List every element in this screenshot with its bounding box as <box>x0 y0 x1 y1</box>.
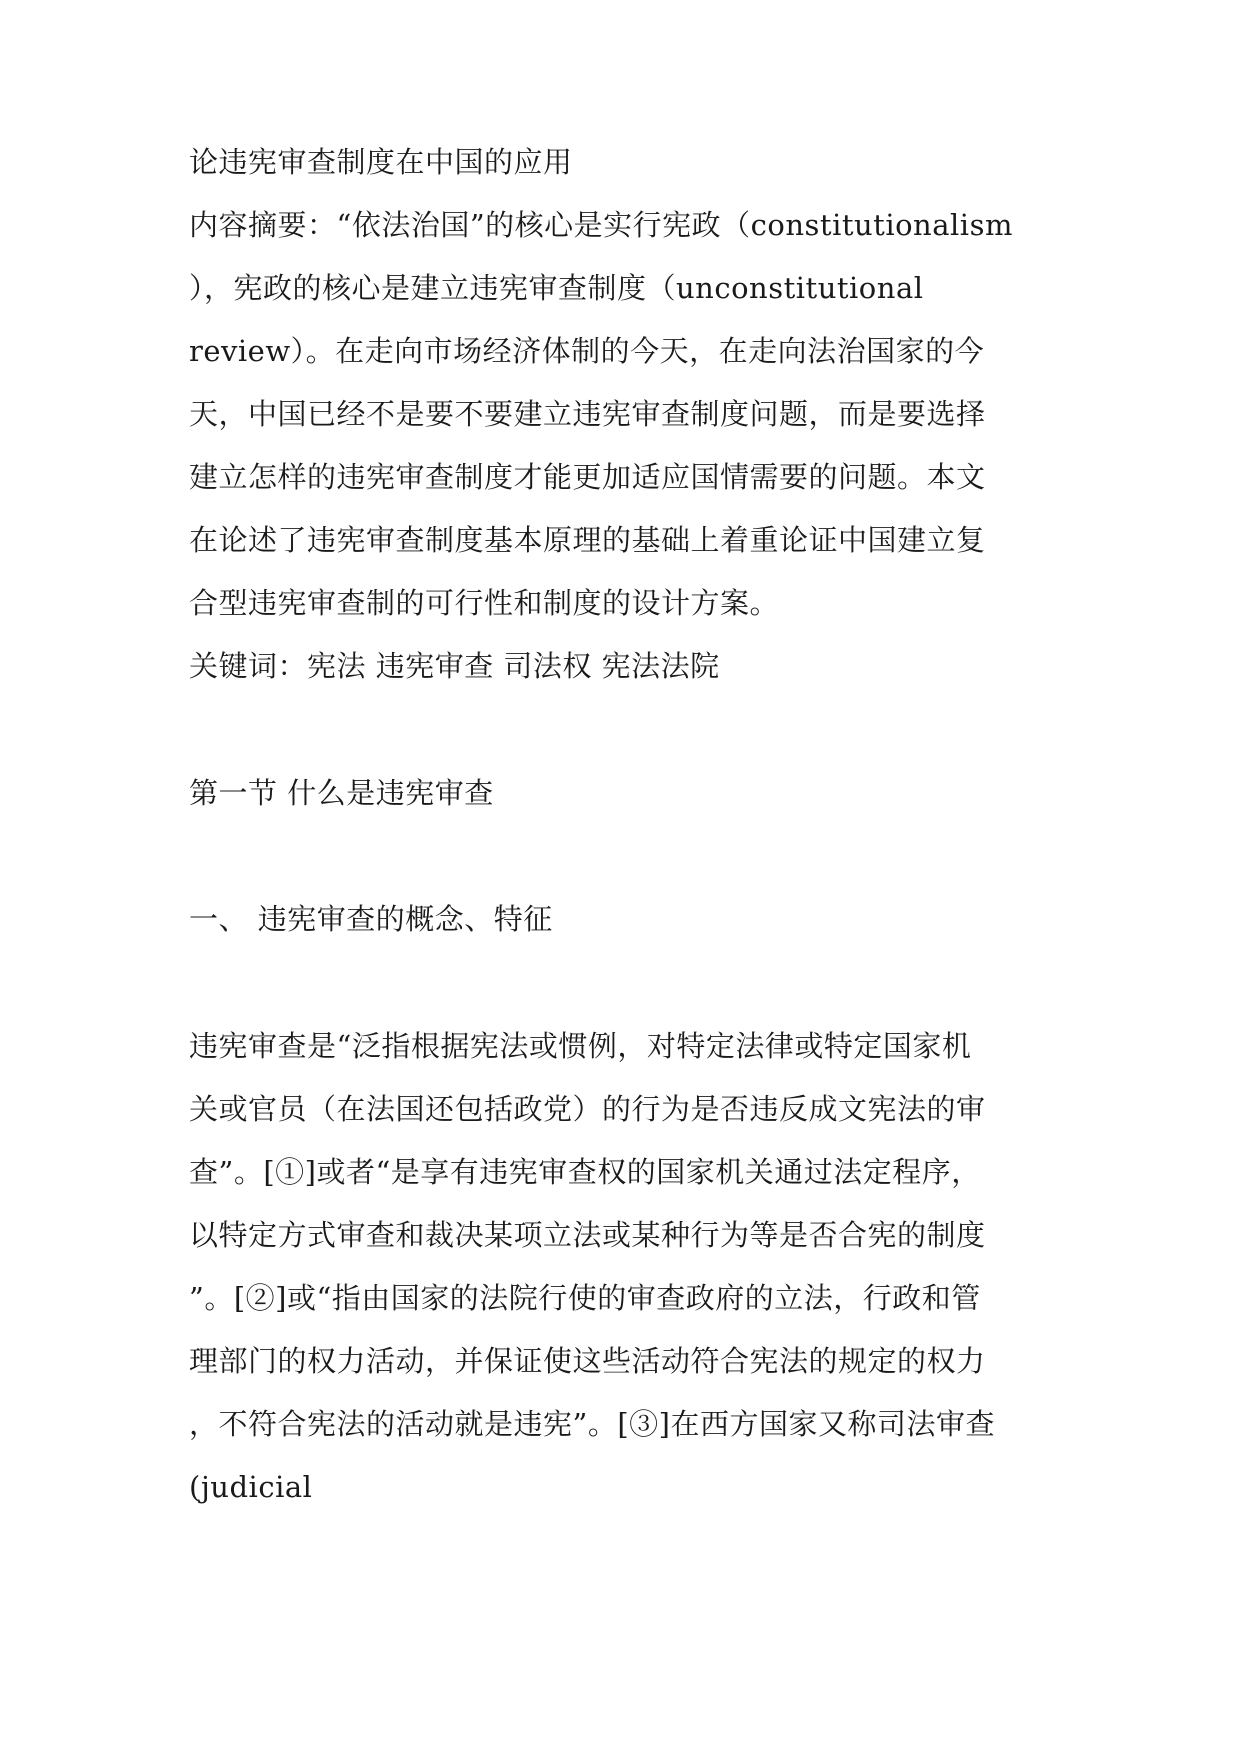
abstract-line-7: 合型违宪审查制的可行性和制度的设计方案。 <box>189 586 780 620</box>
abstract-line-3: review）。在走向市场经济体制的今天，在走向法治国家的今 <box>189 334 985 368</box>
abstract-line-5: 建立怎样的违宪审查制度才能更加适应国情需要的问题。本文 <box>189 460 986 494</box>
body-line-3: 查”。[①]或者“是享有违宪审查权的国家机关通过法定程序， <box>189 1155 981 1189</box>
body-line-2: 关或官员（在法国还包括政党）的行为是否违反成文宪法的审 <box>189 1092 986 1126</box>
body-line-5: ”。[②]或“指由国家的法院行使的审查政府的立法，行政和管 <box>189 1281 981 1315</box>
keywords-line: 关键词：宪法 违宪审查 司法权 宪法法院 <box>189 649 720 683</box>
body-line-8: (judicial <box>189 1470 313 1504</box>
abstract-line-4: 天，中国已经不是要不要建立违宪审查制度问题，而是要选择 <box>189 397 986 431</box>
body-line-6: 理部门的权力活动，并保证使这些活动符合宪法的规定的权力 <box>189 1344 986 1378</box>
abstract-line-1: 内容摘要：“依法治国”的核心是实行宪政（constitutionalism <box>189 208 1013 242</box>
body-line-4: 以特定方式审查和裁决某项立法或某种行为等是否合宪的制度 <box>189 1218 986 1252</box>
abstract-line-6: 在论述了违宪审查制度基本原理的基础上着重论证中国建立复 <box>189 523 986 557</box>
document-title: 论违宪审查制度在中国的应用 <box>189 145 573 179</box>
section-heading: 第一节 什么是违宪审查 <box>189 776 494 810</box>
body-line-7: ，不符合宪法的活动就是违宪”。[③]在西方国家又称司法审查 <box>189 1407 995 1441</box>
body-line-1: 违宪审查是“泛指根据宪法或惯例，对特定法律或特定国家机 <box>189 1029 972 1063</box>
abstract-line-2: ），宪政的核心是建立违宪审查制度（unconstitutional <box>189 271 924 305</box>
subsection-heading: 一、 违宪审查的概念、特征 <box>189 902 553 936</box>
